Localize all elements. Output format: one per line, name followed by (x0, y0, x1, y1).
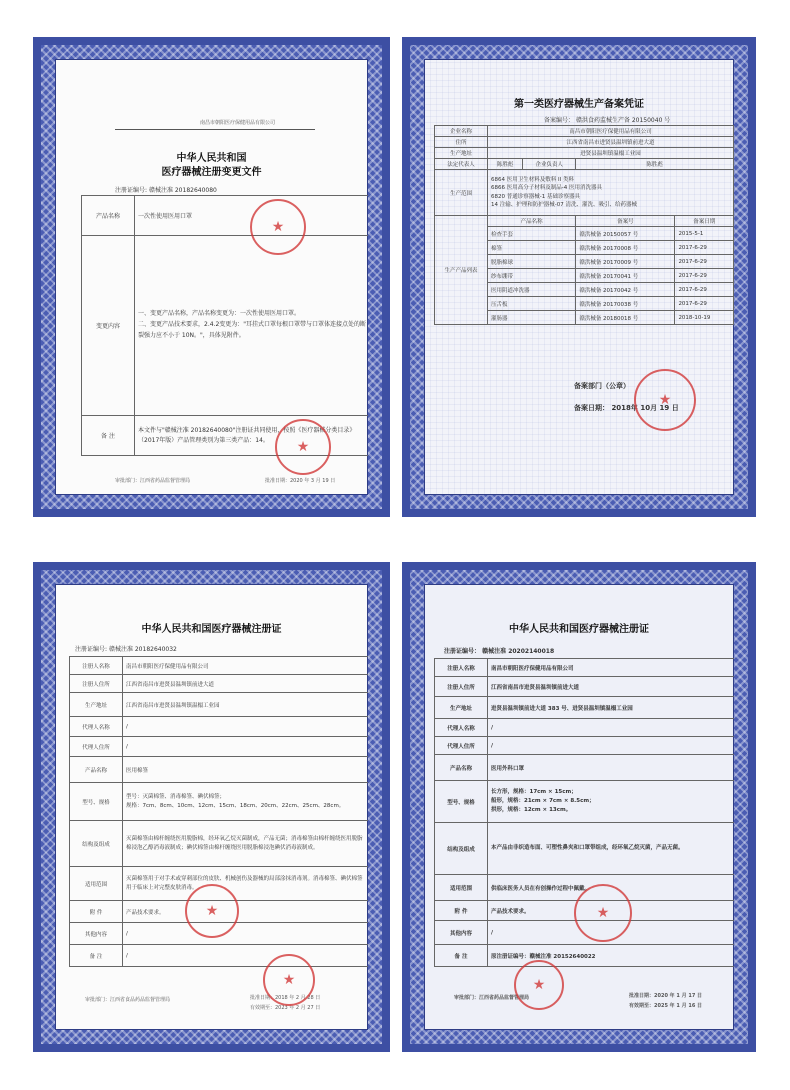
row-value: / (123, 945, 369, 967)
row-key: 其他内容 (70, 923, 123, 945)
seal-star-icon: ★ (596, 905, 610, 921)
row-value: 一次性使用医用口罩 (135, 196, 369, 236)
products-header-name: 产品名称 (488, 216, 576, 227)
product-record-date: 2017-6-29 (675, 269, 734, 283)
owner-value: 陈胜彪 (576, 159, 734, 170)
row-key: 注册人住所 (70, 675, 123, 693)
record-number (544, 115, 670, 124)
document-title: 中华人民共和国医疗器械注册证 (141, 624, 282, 635)
product-record-date: 2018-10-19 (675, 311, 734, 325)
row-key: 产品名称 (70, 757, 123, 783)
row-key: 产品名称 (435, 755, 488, 781)
product-name: 纱布绷带 (488, 269, 576, 283)
scope-lines (488, 170, 734, 216)
seal-star-icon: ★ (205, 903, 219, 919)
document-paper (424, 584, 734, 1030)
official-seal (634, 369, 696, 431)
row-key: 代理人名称 (435, 719, 488, 737)
record-date-label: 备案日期： (574, 404, 609, 412)
record-number-value: 赣洪食药监械生产备 20150040 号 (575, 117, 671, 124)
header-rule (115, 129, 315, 130)
row-value: 原注册证编号：赣械注准 20152640022 (488, 945, 735, 967)
row-key: 备 注 (435, 945, 488, 967)
row-value: 一、变更产品名称，产品名称变更为：一次性使用医用口罩。 二、变更产品技术要求，2.4.2变更为："耳挂式口罩每根口罩带与口罩体连接点处的断裂强力应不小于 10N。"，具体见附件。 (135, 236, 369, 416)
production-record-certificate (402, 37, 756, 517)
approval-department: 审批部门：江西省药品监督管理局 (454, 995, 530, 1001)
row-key: 代理人住所 (435, 737, 488, 755)
row-key: 注册人名称 (435, 659, 488, 677)
product-record-date: 2017-6-29 (675, 283, 734, 297)
approval-department: 审批部门：江西省食品药品监督管理局 (85, 997, 171, 1003)
registration-certificate-masks (402, 562, 756, 1052)
seal-star-icon: ★ (658, 392, 672, 408)
record-number-label: 备案编号： (544, 117, 575, 124)
official-seal (185, 884, 239, 938)
row-key: 型号、规格 (70, 783, 123, 821)
product-record-date: 2017-6-29 (675, 297, 734, 311)
official-seal (514, 960, 564, 1010)
product-name: 检查手套 (488, 227, 576, 241)
row-key: 结构及组成 (435, 823, 488, 875)
document-title: 第一类医疗器械生产备案凭证 (514, 99, 644, 110)
approval-date: 批准日期：2020 年 1 月 17 日 (629, 993, 703, 999)
row-value: 产品技术要求。 (488, 901, 735, 921)
registration-number (75, 644, 177, 653)
row-value: 南昌市朝阳医疗保健用品有限公司 (488, 126, 734, 137)
row-value: 进贤县温圳镇温榻工业园 (488, 148, 734, 159)
row-value: 进贤县温圳镇前进大道 383 号、进贤县温圳镇温榻工业园 (488, 697, 735, 719)
row-key: 住所 (435, 137, 488, 148)
registration-number-label: 注册证编号: (75, 646, 108, 653)
row-value: 长方形，规格：17cm × 15cm； 船形，规格：21cm × 7cm × 8.5cm； 拱形，规格：12cm × 13cm。 (488, 781, 735, 823)
product-record-no: 赣洪械备 20170008 号 (576, 241, 675, 255)
scope-line: 6864 医用卫生材料及敷料 II 类料 (491, 177, 574, 183)
row-value: 医用外科口罩 (488, 755, 735, 781)
row-value: 江西省南昌市进贤县温圳镇前进大道 (488, 137, 734, 148)
certificate-change-document (33, 37, 390, 517)
row-value: / (123, 737, 369, 757)
row-key: 附 件 (70, 901, 123, 923)
row-value: 型号：灭菌棉签、消毒棉签、碘伏棉签； 规格：7cm、8cm、10cm、12cm、15cm、18cm、20cm、22cm、25cm、28cm。 (123, 783, 369, 821)
scope-line: 14 注输、护理和防护器械-07 清洗、灌洗、吸引、给药器械 (491, 201, 637, 208)
row-value: 南昌市朝阳医疗保健用品有限公司 (488, 659, 735, 677)
scope-line: 6866 医用高分子材料及制品-4 医用消洗器具 (491, 185, 602, 192)
row-key: 代理人名称 (70, 717, 123, 737)
document-paper (55, 584, 368, 1030)
row-value: 本产品由非织造布面、可塑性鼻夹和口罩带组成，经环氧乙烷灭菌，产品无菌。 (488, 823, 735, 875)
seal-star-icon: ★ (532, 977, 546, 993)
document-title-line1: 中华人民共和国 (176, 153, 247, 164)
row-value: 灭菌棉签用于对手术或穿刺部位的皮肤、机械创伤及器械的局部涂抹消毒剂。消毒棉签、碘伏棉签用于临床上对完整皮肤消毒。 (123, 867, 369, 901)
seal-star-icon: ★ (282, 972, 296, 988)
row-key: 备 注 (70, 945, 123, 967)
expiry-date: 有效期至：2025 年 1 月 16 日 (629, 1003, 703, 1009)
row-value: 灭菌棉签由棉杆缠绕医用脱脂棉，经环氧乙烷灭菌制成，产品无菌；消毒棉签由棉杆缠绕医用脱脂棉浸泡乙醇消毒液制成；碘伏棉签由棉杆缠绕医用脱脂棉浸泡碘伏消毒液制成。 (123, 821, 369, 867)
legal-rep-value: 陈胜彪 (488, 159, 523, 170)
row-value: / (123, 717, 369, 737)
document-title: 中华人民共和国医疗器械注册证 (509, 624, 649, 635)
registration-number-label: 注册证编号： (444, 648, 481, 655)
official-seal (574, 884, 632, 942)
change-table (81, 195, 368, 456)
row-key: 注册人住所 (435, 677, 488, 697)
product-record-no: 赣洪械备 20170042 号 (576, 283, 675, 297)
row-value: 本文件与"赣械注准 20182640080"注册证共同使用，按照《医疗器械分类目录》（2017年版）产品管理类别为第三类产品：14。 (135, 416, 369, 456)
seal-star-icon: ★ (271, 219, 285, 235)
row-key: 备 注 (82, 416, 135, 456)
product-record-no: 赣洪械备 20170041 号 (576, 269, 675, 283)
row-key: 生产地址 (70, 693, 123, 717)
row-key: 产品名称 (82, 196, 135, 236)
product-name: 灌肠器 (488, 311, 576, 325)
product-record-no: 赣洪械备 20150057 号 (576, 227, 675, 241)
document-title-line2: 医疗器械注册变更文件 (161, 167, 262, 178)
row-value: 江西省南昌市进贤县温圳镇温榻工业园 (123, 693, 369, 717)
row-key: 生产地址 (435, 148, 488, 159)
row-value: / (488, 921, 735, 945)
row-key: 生产地址 (435, 697, 488, 719)
registration-number-label: 注册证编号: (115, 187, 148, 194)
row-key: 企业名称 (435, 126, 488, 137)
products-label: 生产产品列表 (435, 216, 488, 325)
row-key: 变更内容 (82, 236, 135, 416)
row-key: 适用范围 (70, 867, 123, 901)
products-header-date: 备案日期 (675, 216, 734, 227)
product-record-date: 2015-5-1 (675, 227, 734, 241)
registration-number (115, 185, 217, 194)
record-date-value: 2018年 10月 19 日 (611, 404, 679, 412)
product-record-date: 2017-6-29 (675, 241, 734, 255)
row-value: 医用棉签 (123, 757, 369, 783)
row-key: 注册人名称 (70, 657, 123, 675)
registration-certificate-swabs (33, 562, 390, 1052)
product-record-no: 赣洪械备 20180018 号 (576, 311, 675, 325)
product-name: 脱脂棉球 (488, 255, 576, 269)
product-record-date: 2017-6-29 (675, 255, 734, 269)
row-key: 适用范围 (435, 875, 488, 901)
row-value: 南昌市朝阳医疗保健用品有限公司 (123, 657, 369, 675)
product-name: 压舌板 (488, 297, 576, 311)
scope-label: 生产范围 (435, 170, 488, 216)
approval-department: 审批部门：江西省药品监督管理局 (115, 478, 191, 484)
row-value: 江西省南昌市进贤县温圳镇前进大道 (488, 677, 735, 697)
row-value: / (123, 923, 369, 945)
document-paper (55, 59, 368, 495)
record-department: 备案部门（公章） (574, 382, 630, 390)
official-seal (263, 954, 315, 1006)
row-value: 产品技术要求。 (123, 901, 369, 923)
official-seal (250, 199, 306, 255)
row-key: 型号、规格 (435, 781, 488, 823)
owner-label: 企业负责人 (523, 159, 576, 170)
product-record-no: 赣洪械备 20170038 号 (576, 297, 675, 311)
row-key: 其他内容 (435, 921, 488, 945)
scope-line: 6820 普通诊察器械-1 基础诊察器具 (491, 193, 580, 200)
approval-date: 批准日期：2018 年 2 月 28 日 (250, 995, 321, 1001)
expiry-date: 有效期至：2023 年 2 月 27 日 (250, 1005, 321, 1011)
product-name: 医用阴道冲洗器 (488, 283, 576, 297)
product-name: 棉签 (488, 241, 576, 255)
row-value: 江西省南昌市进贤县温圳镇前进大道 (123, 675, 369, 693)
document-paper (424, 59, 734, 495)
approval-date: 批准日期：2020 年 3 月 19 日 (265, 478, 336, 484)
company-header-line: 南昌市朝阳医疗保健用品有限公司 (200, 120, 276, 126)
official-seal (275, 419, 331, 475)
products-header-no: 备案号 (576, 216, 675, 227)
row-value: / (488, 737, 735, 755)
row-key: 结构及组成 (70, 821, 123, 867)
seal-star-icon: ★ (296, 439, 310, 455)
registration-number-value: 赣械注准 20182640032 (108, 646, 177, 653)
row-key: 代理人住所 (70, 737, 123, 757)
registration-number-value: 赣械注准 20202140018 (482, 648, 555, 655)
row-value: / (488, 719, 735, 737)
product-record-no: 赣洪械备 20170009 号 (576, 255, 675, 269)
record-table (434, 125, 734, 325)
registration-number-value: 赣械注准 20182640080 (148, 187, 217, 194)
row-value: 供临床医务人员在有创操作过程中佩戴。 (488, 875, 735, 901)
legal-rep-label: 法定代表人 (435, 159, 488, 170)
registration-number (444, 646, 554, 655)
row-key: 附 件 (435, 901, 488, 921)
